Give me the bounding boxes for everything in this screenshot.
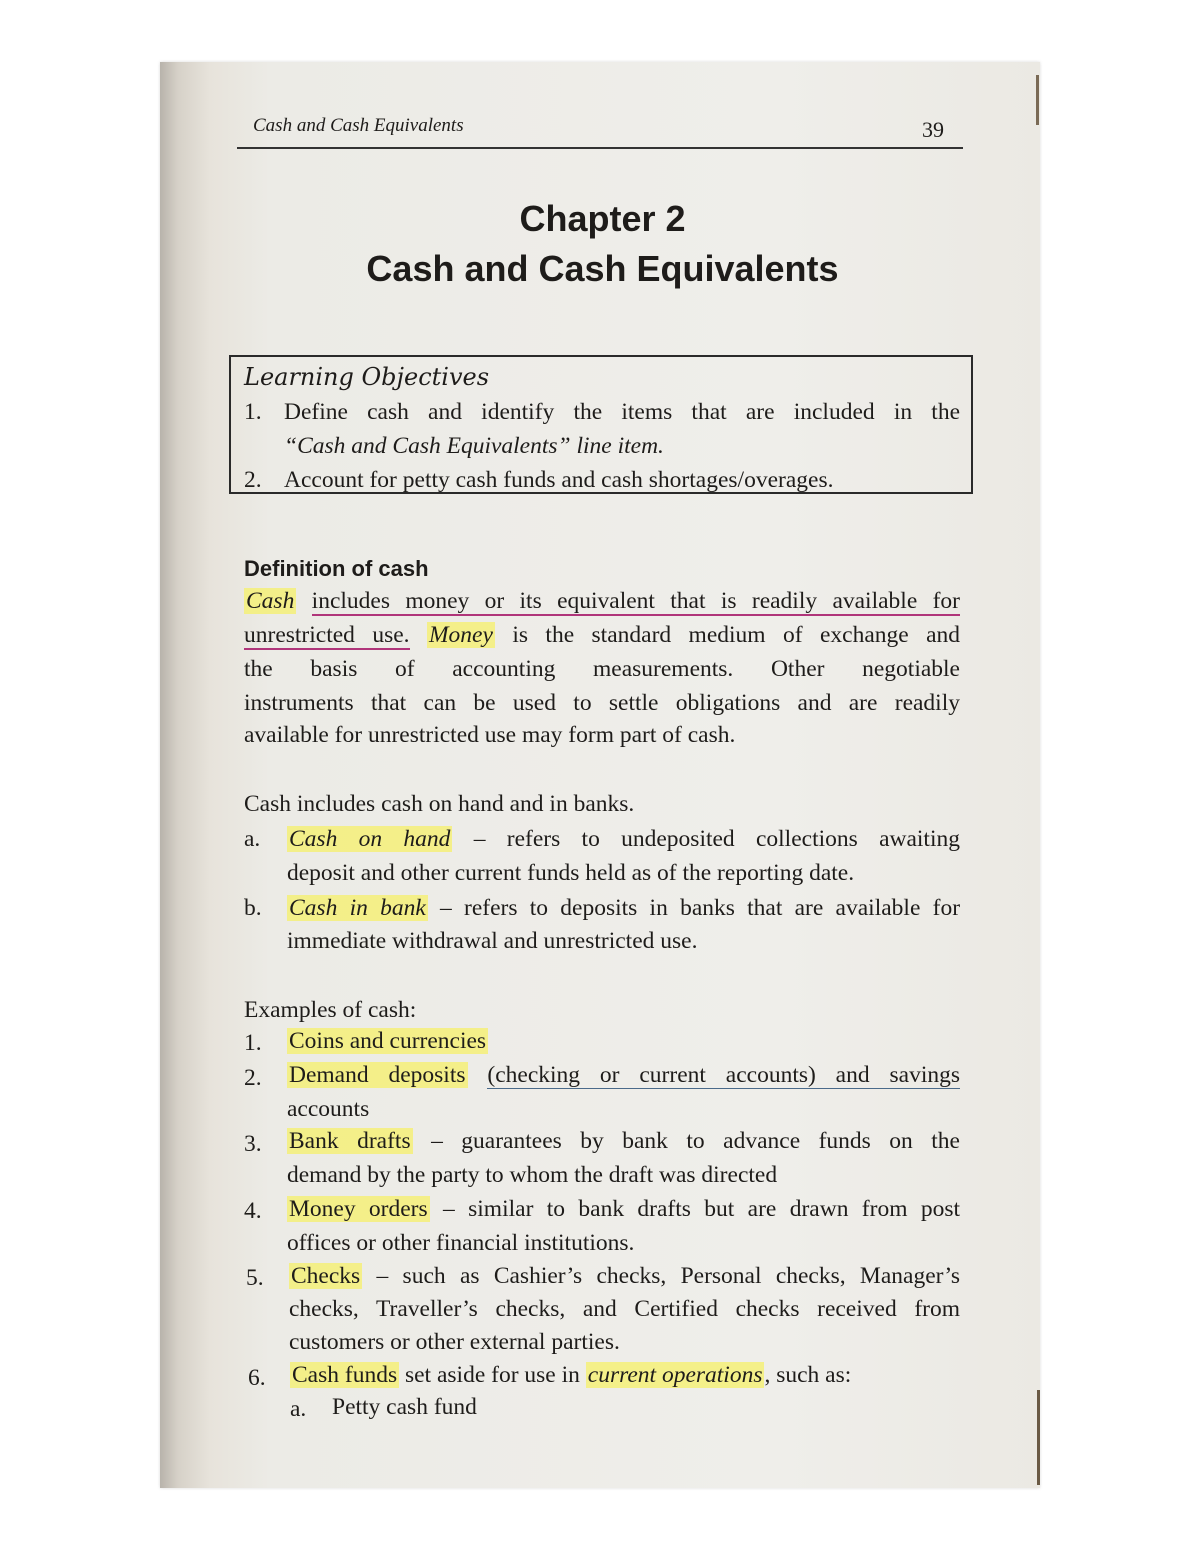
- definition-line: [244, 618, 960, 652]
- list-item: [287, 891, 960, 925]
- term: Money orders: [289, 1196, 428, 1222]
- list-letter: b.: [244, 895, 262, 921]
- list-item: [287, 1024, 488, 1058]
- learning-objectives-title: Learning Objectives: [244, 363, 490, 391]
- list-item-text: immediate withdrawal and unrestricted use.: [287, 928, 698, 954]
- list-number: 4.: [244, 1198, 262, 1224]
- list-item-text: deposit and other current funds held as of the reporting date.: [287, 860, 855, 886]
- list-letter: a.: [244, 826, 261, 852]
- list-item: [287, 822, 960, 856]
- list-item-text: demand by the party to whom the draft was directed: [287, 1162, 778, 1188]
- definition-line: available for unrestricted use may form part of cash.: [244, 722, 736, 748]
- sub-list-letter: a.: [290, 1396, 307, 1422]
- list-item-text: set aside for use in: [404, 1362, 580, 1388]
- list-item-text: accounts: [287, 1096, 370, 1122]
- paragraph: Cash includes cash on hand and in banks.: [244, 791, 635, 817]
- list-item-text: – refers to deposits in banks that are available for: [440, 895, 961, 921]
- term: Checks: [291, 1263, 361, 1289]
- term-current-operations: current operations: [587, 1362, 763, 1388]
- term: Bank drafts: [289, 1128, 411, 1154]
- list-item-text: , such as:: [764, 1362, 852, 1388]
- list-number: 5.: [246, 1265, 264, 1291]
- term: Coins and currencies: [289, 1028, 487, 1054]
- list-item-text: (checking or current accounts) and savings: [487, 1062, 960, 1088]
- list-item: [287, 1192, 960, 1226]
- definition-text: includes money or its equivalent that is readily available for: [311, 588, 960, 614]
- objective-number: 2.: [244, 467, 262, 493]
- objective-number: 1.: [244, 399, 262, 425]
- paragraph: Examples of cash:: [244, 997, 417, 1023]
- definition-line: instruments that can be used to settle obligations and are readily: [244, 690, 960, 716]
- objective-text: “Cash and Cash Equivalents” line item.: [284, 433, 664, 459]
- chapter-title: Cash and Cash Equivalents: [366, 248, 839, 289]
- list-number: 6.: [248, 1365, 266, 1391]
- list-item-text: – guarantees by bank to advance funds on the: [431, 1128, 960, 1154]
- page-edge-mark: [1036, 75, 1039, 125]
- term-cash-on-hand: Cash on hand: [289, 826, 451, 852]
- list-item: [287, 1058, 960, 1092]
- term-cash-in-bank: Cash in bank: [289, 895, 426, 921]
- list-item: [290, 1358, 851, 1392]
- list-item-text: checks, Traveller’s checks, and Certified checks received from: [289, 1296, 960, 1322]
- objective-text: Define cash and identify the items that are included in the: [284, 399, 960, 425]
- list-item-text: offices or other financial institutions.: [287, 1230, 635, 1256]
- list-item-text: customers or other external parties.: [289, 1329, 620, 1355]
- list-number: 3.: [244, 1131, 262, 1157]
- header-rule: [237, 147, 963, 149]
- list-item-text: – similar to bank drafts but are drawn from post: [443, 1196, 961, 1222]
- list-item-text: – such as Cashier’s checks, Personal checks, Manager’s: [376, 1263, 960, 1289]
- term: Demand deposits: [289, 1062, 466, 1088]
- sub-list-item: Petty cash fund: [332, 1394, 477, 1420]
- term: Cash funds: [292, 1362, 398, 1388]
- chapter-number: Chapter 2: [519, 198, 686, 239]
- list-number: 1.: [244, 1030, 262, 1056]
- definition-text: unrestricted use.: [244, 622, 410, 648]
- list-item: [287, 1124, 960, 1158]
- term-money: Money: [428, 622, 493, 648]
- definition-line: the basis of accounting measurements. Other negotiable: [244, 656, 960, 682]
- list-number: 2.: [244, 1065, 262, 1091]
- objective-text: Account for petty cash funds and cash shortages/overages.: [284, 467, 834, 493]
- definition-line: [244, 584, 960, 618]
- page-number: 39: [922, 117, 944, 142]
- page-edge-mark: [1037, 1390, 1040, 1485]
- list-item: [289, 1259, 960, 1293]
- definition-text: is the standard medium of exchange and: [512, 622, 961, 648]
- running-header-title: Cash and Cash Equivalents: [253, 115, 464, 136]
- list-item-text: – refers to undeposited collections awaiting: [473, 826, 960, 852]
- section-heading: Definition of cash: [244, 556, 429, 581]
- term-cash: Cash: [246, 588, 295, 614]
